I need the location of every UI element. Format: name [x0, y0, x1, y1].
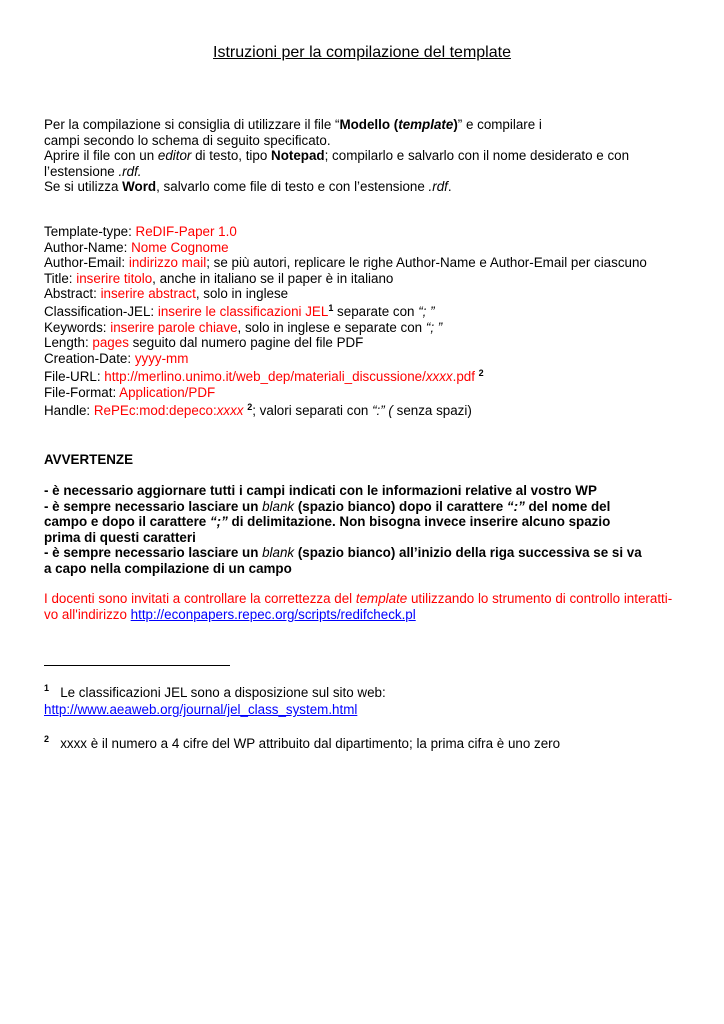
- field-separator: “; ”: [418, 303, 435, 319]
- field-value: Application/PDF: [119, 384, 216, 400]
- field-file-url: [44, 369, 684, 385]
- notice-text: utilizzando lo strumento di controllo interatti-: [407, 591, 673, 606]
- field-value: ReDIF-Paper 1.0: [135, 224, 237, 239]
- field-title: [44, 271, 684, 287]
- field-label: Handle:: [44, 402, 94, 418]
- intro-text: ” e compilare i: [457, 117, 542, 132]
- template-fields: [44, 224, 684, 418]
- field-note: , solo in inglese: [195, 286, 289, 302]
- intro-line-3: [44, 148, 684, 164]
- field-label: Template-type:: [44, 224, 136, 239]
- field-value: Nome Cognome: [131, 239, 229, 255]
- field-label: File-URL:: [44, 369, 105, 385]
- field-note: seguito dal numero pagine del file PDF: [128, 335, 364, 351]
- warning-item-2-cont: [44, 514, 684, 530]
- intro-line-2: campi secondo lo schema di seguito specificato.: [44, 132, 331, 148]
- intro-line-4: [44, 164, 684, 180]
- intro-text: Se si utilizza: [44, 179, 123, 195]
- notice-text: I docenti sono invitati a controllare la correttezza del: [44, 591, 356, 606]
- field-value: .pdf: [452, 369, 475, 385]
- warning-item-2: [44, 499, 684, 515]
- redifcheck-link[interactable]: http://econpapers.repec.org/scripts/redifcheck.pl: [130, 606, 416, 622]
- field-value: RePEc:mod:depeco:: [93, 402, 217, 418]
- footnote-1-link-line: [44, 701, 684, 718]
- field-author-email: [44, 255, 684, 271]
- warning-text: del nome del: [524, 498, 611, 514]
- field-value: inserire le classificazioni JEL: [157, 303, 329, 319]
- field-separator: “:” (: [372, 402, 393, 418]
- footnote-ref: 2: [478, 368, 484, 379]
- warning-text: di delimitazione. Non bisogna invece inserire alcuno spazio: [227, 514, 611, 530]
- warning-italic: blank: [262, 545, 295, 561]
- intro-text: l’estensione: [44, 163, 119, 179]
- intro-line-5: [44, 179, 684, 195]
- intro-text: Aprire il file con un: [44, 148, 158, 164]
- field-label: Classification-JEL:: [44, 303, 158, 319]
- warning-italic: “;”: [209, 514, 228, 530]
- jel-link[interactable]: http://www.aeaweb.org/journal/jel_class_system.html: [44, 702, 358, 717]
- field-value: inserire parole chiave: [110, 319, 238, 335]
- field-label: Title:: [44, 270, 77, 286]
- warning-text: - è sempre necessario lasciare un: [44, 545, 263, 561]
- footnote-text: Le classificazioni JEL sono a disposizione sul sito web:: [60, 685, 386, 700]
- field-label: Keywords:: [44, 319, 111, 335]
- intro-bold-italic: template: [398, 117, 454, 132]
- field-handle: [44, 403, 684, 419]
- notice-text: vo all'indirizzo: [44, 606, 131, 622]
- field-value: pages: [92, 335, 129, 351]
- field-note: , solo in inglese e separate con: [237, 319, 426, 335]
- notice-line-1: [44, 591, 684, 607]
- intro-italic: .rdf.: [118, 163, 142, 179]
- footnote-number: 1: [44, 683, 50, 693]
- field-label: Length:: [44, 335, 93, 351]
- intro-text: ; compilarlo e salvarlo con il nome desiderato e con: [324, 148, 630, 164]
- warning-text: (spazio bianco) all’inizio della riga successiva se si va: [294, 545, 642, 561]
- notice-line-2: [44, 607, 684, 623]
- field-label: Abstract:: [44, 286, 101, 302]
- footnote-ref: 1: [328, 302, 334, 313]
- intro-paragraph: [44, 117, 684, 195]
- field-value: inserire titolo: [76, 270, 153, 286]
- field-value: http://merlino.unimo.it/web_dep/materiali_discussione/: [104, 369, 426, 385]
- warning-item-2-end: prima di questi caratteri: [44, 529, 196, 545]
- warnings-heading: AVVERTENZE: [44, 452, 134, 467]
- footnote-separator: [44, 665, 230, 666]
- intro-bold: Word: [122, 179, 157, 195]
- field-template-type: [44, 224, 684, 240]
- field-value: inserire abstract: [100, 286, 196, 302]
- warning-item-3-cont: a capo nella compilazione di un campo: [44, 560, 292, 576]
- warning-item-3: [44, 545, 684, 561]
- intro-bold: Notepad: [271, 148, 325, 164]
- warning-text: campo e dopo il carattere: [44, 514, 210, 530]
- footnote-ref: 2: [247, 401, 253, 412]
- intro-line-1: [44, 117, 684, 133]
- page-title: Istruzioni per la compilazione del template: [213, 44, 511, 61]
- intro-text: , salvarlo come file di testo e con l’estensione: [156, 179, 429, 195]
- field-note: senza spazi): [392, 402, 472, 418]
- notice-paragraph: [44, 591, 684, 622]
- field-separator: “; ”: [425, 319, 443, 335]
- footnote-1: [44, 684, 684, 718]
- warning-item-1: - è necessario aggiornare tutti i campi indicati con le informazioni relative al vostro WP: [44, 483, 597, 498]
- warning-text: (spazio bianco) dopo il carattere: [294, 498, 507, 514]
- field-length: [44, 335, 684, 351]
- footnote-text: xxxx è il numero a 4 cifre del WP attribuito dal dipartimento; la prima cifra è uno zero: [60, 736, 561, 751]
- field-note: ; valori separati con: [252, 402, 373, 418]
- warning-italic: blank: [262, 498, 295, 514]
- field-classification-jel: [44, 304, 684, 320]
- field-value: yyyy-mm: [134, 350, 189, 366]
- warning-text: - è sempre necessario lasciare un: [44, 498, 263, 514]
- field-label: Author-Name:: [44, 239, 132, 255]
- intro-bold: Modello (: [339, 117, 399, 132]
- field-value: indirizzo mail: [128, 255, 207, 271]
- intro-bold: ): [453, 117, 458, 132]
- field-label: Creation-Date:: [44, 350, 135, 366]
- intro-italic: .rdf: [428, 179, 448, 195]
- intro-text: di testo, tipo: [191, 148, 272, 164]
- intro-text: Per la compilazione si consiglia di utilizzare il file “: [44, 117, 340, 132]
- field-author-name: [44, 240, 684, 256]
- footnote-1-line: [44, 684, 684, 701]
- footnote-2: [44, 735, 684, 752]
- field-value-italic: xxxx: [425, 369, 453, 385]
- field-note: separate con: [333, 303, 419, 319]
- warnings-list: [44, 483, 684, 577]
- field-label: File-Format:: [44, 384, 120, 400]
- notice-italic: template: [355, 591, 408, 606]
- warning-italic: “:”: [506, 498, 525, 514]
- field-note: ; se più autori, replicare le righe Author-Name e Author-Email per ciascuno: [206, 255, 647, 271]
- field-abstract: [44, 286, 684, 302]
- field-creation-date: [44, 351, 684, 367]
- field-keywords: [44, 320, 684, 336]
- intro-text: .: [447, 179, 452, 195]
- field-label: Author-Email:: [44, 255, 129, 271]
- footnote-2-line: [44, 735, 684, 752]
- footnote-number: 2: [44, 734, 50, 744]
- intro-italic: editor: [157, 148, 192, 164]
- field-value-italic: xxxx: [216, 402, 244, 418]
- field-note: , anche in italiano se il paper è in italiano: [152, 270, 394, 286]
- field-file-format: [44, 385, 684, 401]
